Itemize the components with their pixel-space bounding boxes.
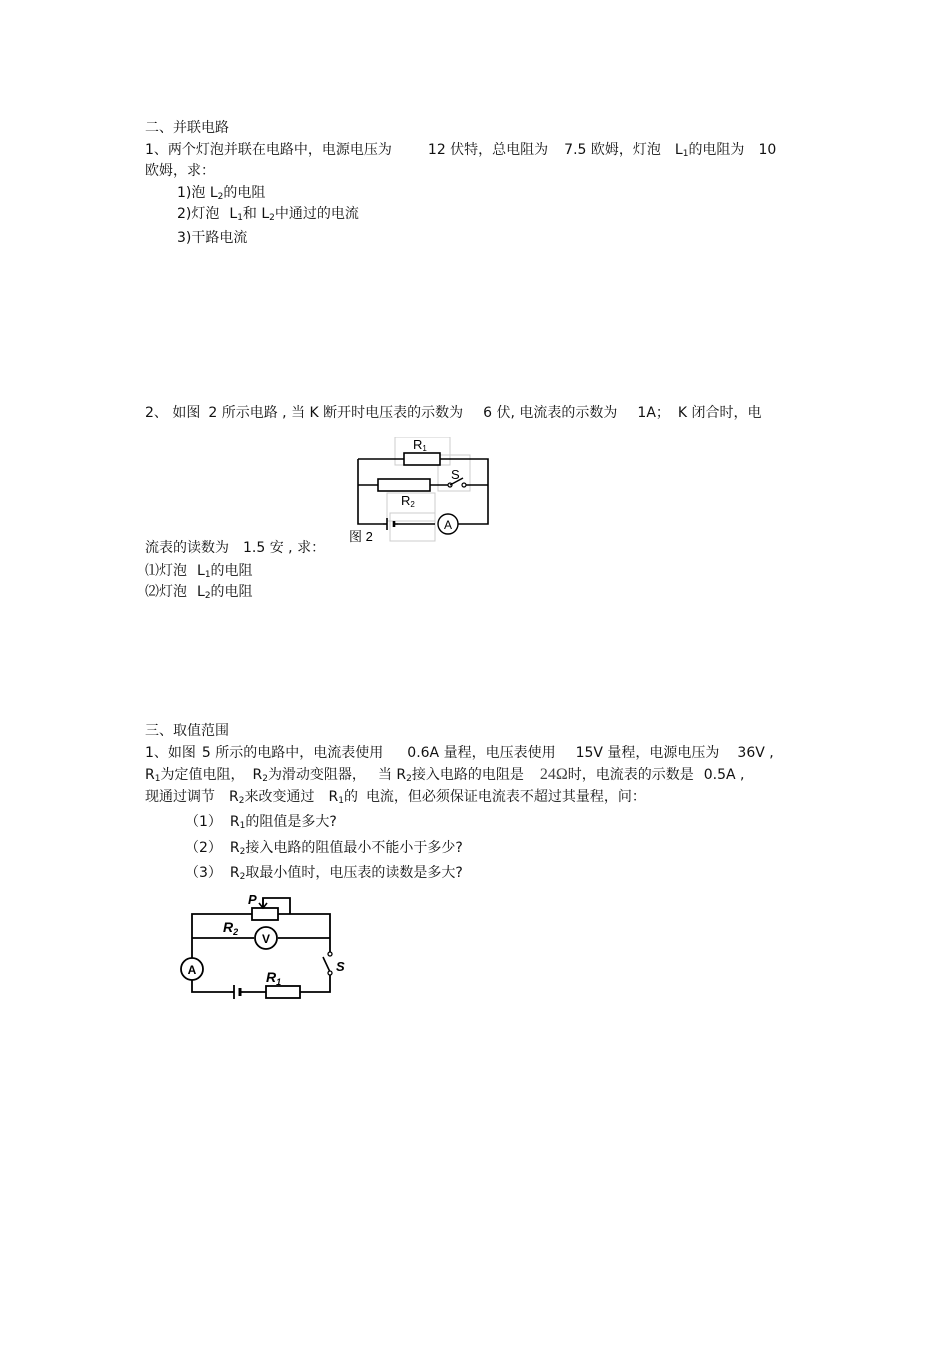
circuit-figure-2	[340, 437, 500, 547]
q2-line1: 2、 如图 2 所示电路 , 当 K 断开时电压表的示数为 6 伏, 电流表的示数为 1A； K 闭合时，电	[145, 405, 762, 421]
battery	[230, 985, 243, 999]
voltmeter-label: V	[261, 932, 271, 946]
section-heading-range: 三、取值范围	[145, 723, 229, 739]
slider-label: P	[248, 892, 257, 907]
section-heading-parallel: 二、并联电路	[145, 120, 229, 136]
q2-line2: 流表的读数为 1.5 安 , 求：	[145, 540, 326, 556]
ammeter-label: A	[187, 963, 197, 977]
r2-label: $R_2$	[223, 919, 239, 937]
circuit-figure-5	[178, 890, 358, 1005]
switch-label: S	[336, 959, 345, 974]
switch-s	[323, 952, 332, 975]
q1-subq3: 3)干路电流	[177, 230, 248, 246]
ammeter-label: A	[443, 518, 453, 532]
s3-q1-line2: $R_1$为定值电阻， $R_2$为滑动变阻器， 当 $R_2$接入电路的电阻是 24Ω时，电流表的示数是 0.5A ,	[145, 766, 745, 784]
r1-label: R1	[413, 437, 427, 453]
switch-label: S	[451, 467, 460, 482]
q1-line2: 欧姆，求：	[145, 163, 215, 179]
q1-subq2: 2)灯泡 $L_1$和 $L_2$中通过的电流	[177, 206, 359, 223]
s3-q1-subq1: （1） $R_1$的阻值是多大?	[185, 814, 337, 831]
r1-label: $R_1$	[266, 969, 282, 987]
rheostat-r2	[252, 908, 278, 920]
resistor-r2	[378, 479, 430, 491]
s3-q1-line3: 现通过调节 $R_2$来改变通过 $R_1$的 电流，但必须保证电流表不超过其量程，问：	[145, 789, 646, 806]
s3-q1-line1: 1、如图 5 所示的电路中，电流表使用 0.6A 量程，电压表使用 15V 量程，电源电压为 36V ,	[145, 745, 774, 761]
resistor-r1	[266, 986, 300, 998]
q2-subq2: ⑵灯泡 $L_2$的电阻	[145, 584, 253, 601]
r2-label: R2	[401, 493, 415, 509]
resistor-r1	[404, 453, 440, 465]
q1-subq1: 1)泡 $L_2$的电阻	[177, 185, 266, 202]
s3-q1-subq2: （2） $R_2$接入电路的阻值最小不能小于多少?	[185, 840, 463, 857]
s3-q1-subq3: （3） $R_2$取最小值时，电压表的读数是多大?	[185, 865, 463, 882]
figure-caption: 图 2	[349, 529, 373, 544]
q1-line1: 1、两个灯泡并联在电路中，电源电压为 12 伏特，总电阻为 7.5 欧姆，灯泡 $L_1$的电阻为 10	[145, 142, 777, 159]
q2-subq1: ⑴灯泡 $L_1$的电阻	[145, 563, 253, 580]
